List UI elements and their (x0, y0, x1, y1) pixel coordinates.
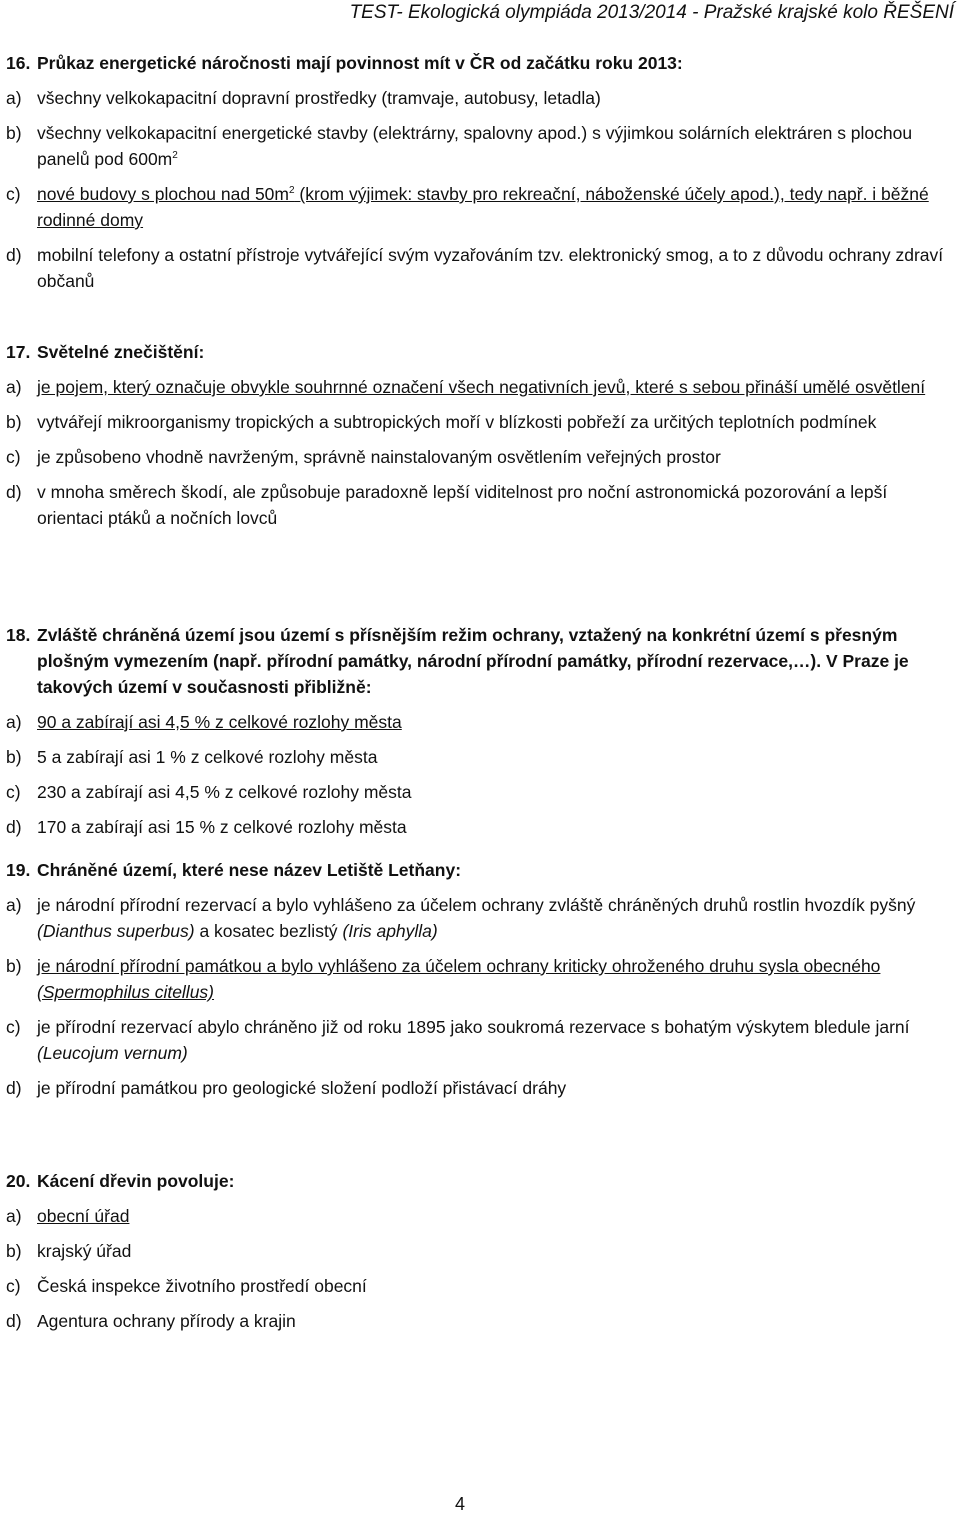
option-label: c) (6, 1276, 21, 1296)
option-label: a) (6, 895, 22, 915)
species-name: (Iris aphylla) (342, 921, 438, 941)
option-label: a) (6, 88, 22, 108)
option-text: vytvářejí mikroorganismy tropických a subtropických moří v blízkosti pobřeží za určitých teplotních podmínek (37, 412, 877, 432)
question-19 (6, 857, 952, 1101)
question-number: 19. (6, 860, 31, 880)
answer-option-c (6, 444, 952, 470)
question-17 (6, 339, 952, 531)
answer-option-b (6, 953, 952, 1005)
species-name: (Dianthus superbus) (37, 921, 195, 941)
answer-option-b (6, 409, 952, 435)
option-text-correct: 90 a zabírají asi 4,5 % z celkové rozlohy města (37, 712, 402, 732)
question-number: 16. (6, 53, 31, 73)
option-label: b) (6, 956, 22, 976)
question-18 (6, 622, 952, 840)
option-text: Česká inspekce životního prostředí obecní (37, 1276, 367, 1296)
superscript: 2 (172, 150, 178, 162)
option-text-correct: nové budovy s plochou nad $50m^2$ (krom výjimek: stavby pro rekreační, náboženské účely apod.), tedy např. i běžné rodinné domy (37, 184, 929, 230)
option-label: c) (6, 184, 21, 204)
question-number: 20. (6, 1171, 31, 1191)
option-text-correct: je národní přírodní památkou a bylo vyhlášeno za účelem ochrany kriticky ohroženého druhu sysla obecného (Spermophilus citellus) (37, 956, 881, 1002)
answer-option-b (6, 1238, 952, 1264)
answer-option-b (6, 744, 952, 770)
option-text-correct: je pojem, který označuje obvykle souhrnné označení všech negativních jevů, které s sebou přináší umělé osvětlení (37, 377, 926, 397)
answer-option-c (6, 1014, 952, 1066)
option-label: a) (6, 1206, 22, 1226)
option-text: všechny velkokapacitní energetické stavby (elektrárny, spalovny apod.) s výjimkou solárních elektráren s plochou panelů pod $600m^2$ (37, 123, 913, 169)
option-text: je národní přírodní rezervací a bylo vyhlášeno za účelem ochrany zvláště chráněných druhů rostlin hvozdík pyšný (Dianthus superbus) a kosatec bezlistý (Iris aphylla) (37, 895, 916, 941)
answer-option-a (6, 709, 952, 735)
option-text: krajský úřad (37, 1241, 132, 1261)
answer-option-d (6, 814, 952, 840)
species-name: (Leucojum vernum) (37, 1043, 188, 1063)
option-text: mobilní telefony a ostatní přístroje vytvářející svým vyzařováním tzv. elektronický smog, a to z důvodu ochrany zdraví občanů (37, 245, 944, 291)
question-text: Chráněné území, které nese název Letiště Letňany: (37, 860, 462, 880)
question-title (6, 857, 952, 883)
answer-option-a (6, 892, 952, 944)
option-label: c) (6, 782, 21, 802)
question-16 (6, 50, 952, 294)
option-label: b) (6, 412, 22, 432)
option-label: a) (6, 712, 22, 732)
answer-option-b (6, 120, 952, 172)
species-name: (Spermophilus citellus) (37, 982, 215, 1002)
option-label: b) (6, 747, 22, 767)
question-title (6, 1168, 952, 1194)
option-label: d) (6, 817, 22, 837)
page-number: 4 (454, 1494, 465, 1514)
option-text: 230 a zabírají asi 4,5 % z celkové rozlohy města (37, 782, 412, 802)
answer-option-a (6, 85, 952, 111)
answer-option-d (6, 479, 952, 531)
page-header: TEST- Ekologická olympiáda 2013/2014 - Pražské krajské kolo ŘEŠENÍ (349, 2, 954, 23)
answer-option-d (6, 1308, 952, 1334)
option-text: Agentura ochrany přírody a krajin (37, 1311, 296, 1331)
answer-option-c (6, 779, 952, 805)
option-text: 170 a zabírají asi 15 % z celkové rozlohy města (37, 817, 407, 837)
answer-option-a (6, 374, 952, 400)
answer-option-d (6, 1075, 952, 1101)
question-title (6, 50, 952, 76)
question-number: 17. (6, 342, 31, 362)
option-label: b) (6, 1241, 22, 1261)
question-title (6, 622, 952, 700)
option-label: b) (6, 123, 22, 143)
option-label: a) (6, 377, 22, 397)
option-text-correct: obecní úřad (37, 1206, 130, 1226)
option-text: 5 a zabírají asi 1 % z celkové rozlohy města (37, 747, 378, 767)
question-title (6, 339, 952, 365)
question-text: Kácení dřevin povoluje: (37, 1171, 235, 1191)
question-20 (6, 1168, 952, 1334)
option-text: v mnoha směrech škodí, ale způsobuje paradoxně lepší viditelnost pro noční astronomická pozorování a lepší orientaci ptáků a nočních lovců (37, 482, 888, 528)
answer-option-c (6, 181, 952, 233)
option-label: c) (6, 1017, 21, 1037)
question-text: Průkaz energetické náročnosti mají povinnost mít v ČR od začátku roku 2013: (37, 53, 683, 73)
answer-option-d (6, 242, 952, 294)
question-text: Zvláště chráněná území jsou území s přísnějším režim ochrany, vztažený na konkrétní území s přesným plošným vymezením (např. přírodní památky, národní přírodní památky, přírodní rezervace,…). V Praze je takových území v současnosti přibližně: (37, 625, 909, 697)
option-label: d) (6, 1311, 22, 1331)
option-label: d) (6, 482, 22, 502)
option-text: je přírodní rezervací abylo chráněno již od roku 1895 jako soukromá rezervace s bohatým výskytem bledule jarní (Leucojum vernum) (37, 1017, 910, 1063)
option-label: d) (6, 1078, 22, 1098)
answer-option-a (6, 1203, 952, 1229)
option-text: všechny velkokapacitní dopravní prostředky (tramvaje, autobusy, letadla) (37, 88, 601, 108)
question-number: 18. (6, 625, 31, 645)
option-text: je způsobeno vhodně navrženým, správně nainstalovaným osvětlením veřejných prostor (37, 447, 721, 467)
question-text: Světelné znečištění: (37, 342, 205, 362)
option-label: c) (6, 447, 21, 467)
answer-option-c (6, 1273, 952, 1299)
option-text: je přírodní památkou pro geologické složení podloží přistávací dráhy (37, 1078, 567, 1098)
option-label: d) (6, 245, 22, 265)
superscript: 2 (288, 185, 295, 197)
